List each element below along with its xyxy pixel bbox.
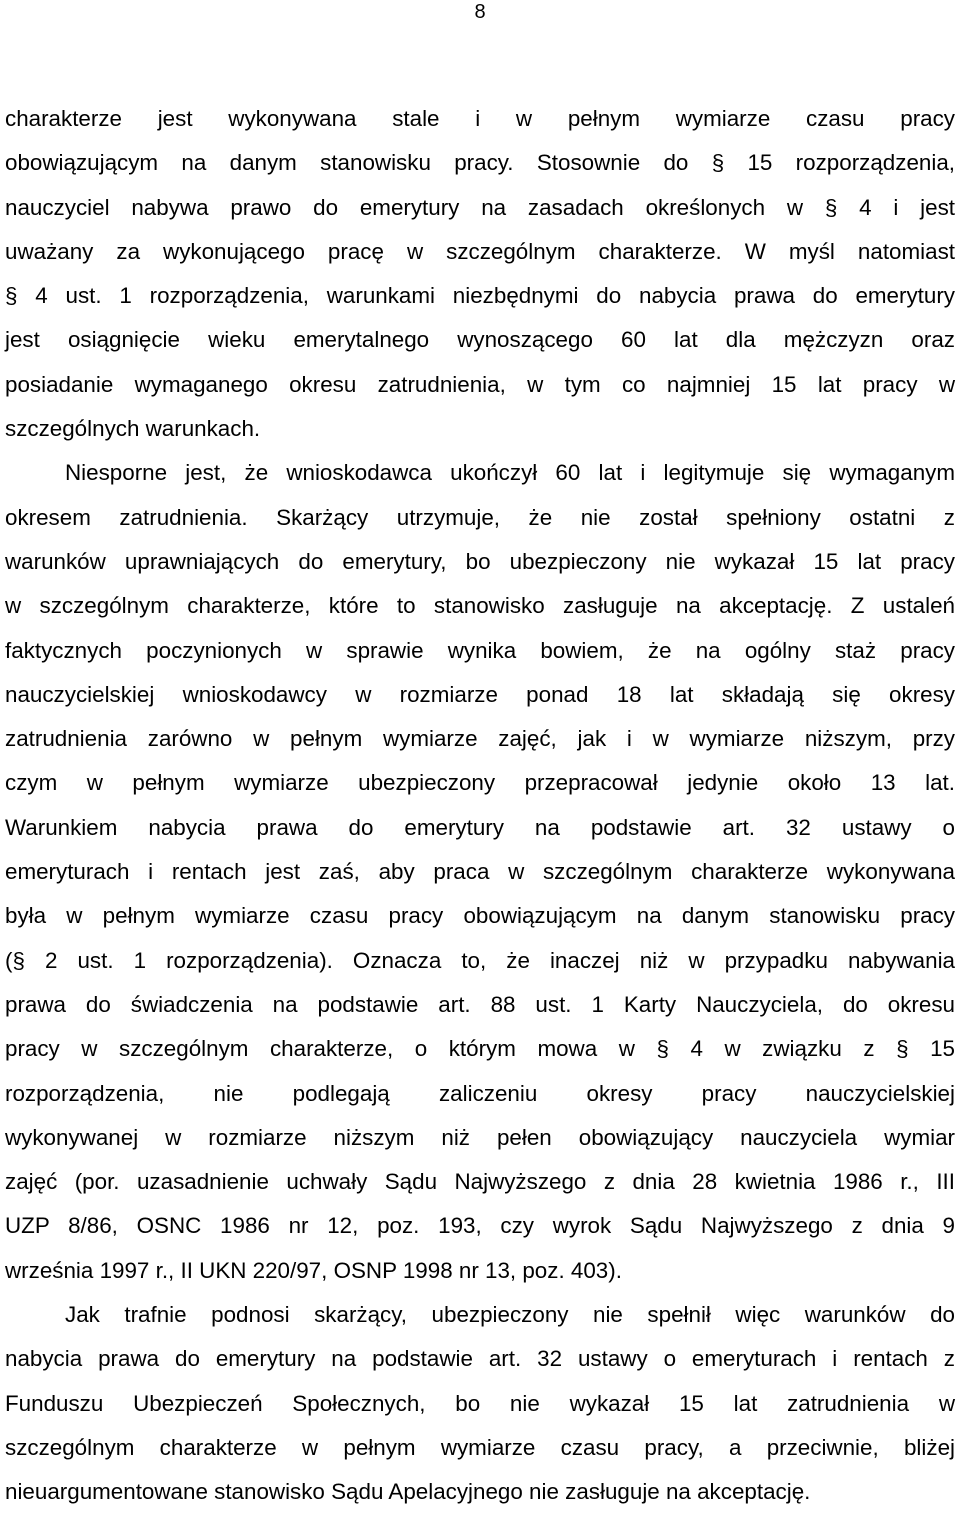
text-line: § 4 ust. 1 rozporządzenia, warunkami niezbędnymi do nabycia prawa do emerytury <box>5 283 955 309</box>
text-line: w szczególnym charakterze, które to stanowisko zasługuje na akceptację. Z ustaleń <box>5 593 955 619</box>
text-line: nabycia prawa do emerytury na podstawie art. 32 ustawy o emeryturach i rentach z <box>5 1346 955 1372</box>
text-line: uważany za wykonującego pracę w szczególnym charakterze. W myśl natomiast <box>5 238 955 264</box>
text-line: faktycznych poczynionych w sprawie wynika bowiem, że na ogólny staż pracy <box>5 637 955 663</box>
text-line: warunków uprawniających do emerytury, bo ubezpieczony nie wykazał 15 lat pracy <box>5 548 955 574</box>
text-line: była w pełnym wymiarze czasu pracy obowiązującym na danym stanowisku pracy <box>5 903 955 929</box>
text-line: emeryturach i rentach jest zaś, aby praca w szczególnym charakterze wykonywana <box>5 859 955 885</box>
text-line: jest osiągnięcie wieku emerytalnego wynoszącego 60 lat dla mężczyzn oraz <box>5 327 955 353</box>
text-line: września 1997 r., II UKN 220/97, OSNP 1998 nr 13, poz. 403). <box>5 1257 622 1283</box>
text-line: szczególnych warunkach. <box>5 416 261 442</box>
text-line: szczególnym charakterze w pełnym wymiarze czasu pracy, a przeciwnie, bliżej <box>5 1434 955 1460</box>
text-line: czym w pełnym wymiarze ubezpieczony przepracował jedynie około 13 lat. <box>5 770 955 796</box>
paragraph-1 <box>5 97 955 451</box>
text-line: Funduszu Ubezpieczeń Społecznych, bo nie wykazał 15 lat zatrudnienia w <box>5 1390 955 1416</box>
text-line: nauczyciel nabywa prawo do emerytury na zasadach określonych w § 4 i jest <box>5 194 955 220</box>
page-number: 8 <box>474 1 486 23</box>
text-line: pracy w szczególnym charakterze, o którym mowa w § 4 w związku z § 15 <box>5 1036 955 1062</box>
document-body <box>5 97 955 1515</box>
paragraph-3 <box>5 1293 955 1514</box>
text-line: nauczycielskiej wnioskodawcy w rozmiarze ponad 18 lat składają się okresy <box>5 681 955 707</box>
text-line: obowiązującym na danym stanowisku pracy. Stosownie do § 15 rozporządzenia, <box>5 150 955 176</box>
text-line: charakterze jest wykonywana stale i w pełnym wymiarze czasu pracy <box>5 106 955 131</box>
text-line: Jak trafnie podnosi skarżący, ubezpieczony nie spełnił więc warunków do <box>65 1302 955 1328</box>
text-line: rozporządzenia, nie podlegają zaliczeniu okresy pracy nauczycielskiej <box>5 1080 955 1106</box>
text-line: nieuargumentowane stanowisko Sądu Apelacyjnego nie zasługuje na akceptację. <box>5 1479 811 1505</box>
text-line: zatrudnienia zarówno w pełnym wymiarze zajęć, jak i w wymiarze niższym, przy <box>5 726 955 752</box>
text-line: Niesporne jest, że wnioskodawca ukończył 60 lat i legitymuje się wymaganym <box>65 460 955 486</box>
text-line: zajęć (por. uzasadnienie uchwały Sądu Najwyższego z dnia 28 kwietnia 1986 r., III <box>5 1169 955 1195</box>
text-line: posiadanie wymaganego okresu zatrudnienia, w tym co najmniej 15 lat pracy w <box>5 371 955 397</box>
paragraph-2 <box>5 451 955 1293</box>
text-line: (§ 2 ust. 1 rozporządzenia). Oznacza to, że inaczej niż w przypadku nabywania <box>5 947 955 973</box>
text-line: prawa do świadczenia na podstawie art. 88 ust. 1 Karty Nauczyciela, do okresu <box>5 991 955 1017</box>
text-line: UZP 8/86, OSNC 1986 nr 12, poz. 193, czy wyrok Sądu Najwyższego z dnia 9 <box>5 1213 955 1239</box>
text-line: wykonywanej w rozmiarze niższym niż pełen obowiązujący nauczyciela wymiar <box>5 1124 955 1150</box>
text-line: Warunkiem nabycia prawa do emerytury na podstawie art. 32 ustawy o <box>5 814 955 840</box>
text-line: okresem zatrudnienia. Skarżący utrzymuje, że nie został spełniony ostatni z <box>5 504 955 530</box>
